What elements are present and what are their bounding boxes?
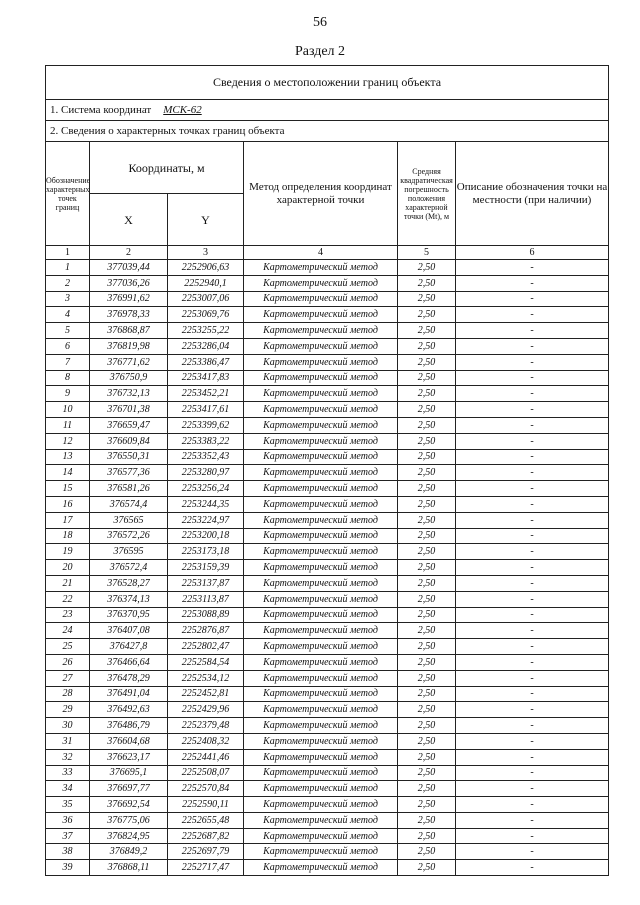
point-number-cell: 16 <box>46 496 90 512</box>
method-cell: Картометрический метод <box>244 496 398 512</box>
y-coordinate-cell: 2252802,47 <box>168 639 244 655</box>
error-cell: 2,50 <box>398 844 456 860</box>
column-number: 4 <box>244 246 398 260</box>
error-cell: 2,50 <box>398 765 456 781</box>
x-coordinate-cell: 376370,95 <box>90 607 168 623</box>
point-number-cell: 27 <box>46 670 90 686</box>
coord-system-label: 1. Система координат <box>50 103 152 116</box>
header-coordinates: Координаты, м <box>90 142 244 194</box>
description-cell: - <box>456 765 609 781</box>
point-number-cell: 38 <box>46 844 90 860</box>
x-coordinate-cell: 376595 <box>90 544 168 560</box>
point-number-cell: 23 <box>46 607 90 623</box>
header-method: Метод определения координат характерной точки <box>244 142 398 246</box>
x-coordinate-cell: 376868,87 <box>90 323 168 339</box>
error-cell: 2,50 <box>398 797 456 813</box>
table-row <box>46 749 609 765</box>
error-cell: 2,50 <box>398 702 456 718</box>
point-number-cell: 9 <box>46 386 90 402</box>
description-cell: - <box>456 544 609 560</box>
coord-system-value: МСК-62 <box>163 103 202 116</box>
method-cell: Картометрический метод <box>244 560 398 576</box>
point-number-cell: 12 <box>46 433 90 449</box>
description-cell: - <box>456 623 609 639</box>
method-cell: Картометрический метод <box>244 386 398 402</box>
description-cell: - <box>456 654 609 670</box>
x-coordinate-cell: 376491,04 <box>90 686 168 702</box>
table-row <box>46 828 609 844</box>
description-cell: - <box>456 338 609 354</box>
point-number-cell: 11 <box>46 417 90 433</box>
method-cell: Картометрический метод <box>244 797 398 813</box>
method-cell: Картометрический метод <box>244 307 398 323</box>
table-row <box>46 386 609 402</box>
y-coordinate-cell: 2252906,63 <box>168 260 244 276</box>
point-number-cell: 32 <box>46 749 90 765</box>
y-coordinate-cell: 2252508,07 <box>168 765 244 781</box>
column-number: 1 <box>46 246 90 260</box>
point-number-cell: 28 <box>46 686 90 702</box>
error-cell: 2,50 <box>398 733 456 749</box>
x-coordinate-cell: 376565 <box>90 512 168 528</box>
table-row <box>46 654 609 670</box>
x-coordinate-cell: 376581,26 <box>90 481 168 497</box>
point-number-cell: 20 <box>46 560 90 576</box>
error-cell: 2,50 <box>398 749 456 765</box>
error-cell: 2,50 <box>398 686 456 702</box>
description-cell: - <box>456 733 609 749</box>
table-row <box>46 481 609 497</box>
description-cell: - <box>456 702 609 718</box>
method-cell: Картометрический метод <box>244 449 398 465</box>
table-row <box>46 449 609 465</box>
y-coordinate-cell: 2253417,61 <box>168 402 244 418</box>
y-coordinate-cell: 2253280,97 <box>168 465 244 481</box>
y-coordinate-cell: 2253224,97 <box>168 512 244 528</box>
point-number-cell: 17 <box>46 512 90 528</box>
description-cell: - <box>456 307 609 323</box>
x-coordinate-cell: 376771,62 <box>90 354 168 370</box>
point-number-cell: 13 <box>46 449 90 465</box>
y-coordinate-cell: 2253256,24 <box>168 481 244 497</box>
error-cell: 2,50 <box>398 291 456 307</box>
y-coordinate-cell: 2252534,12 <box>168 670 244 686</box>
description-cell: - <box>456 686 609 702</box>
boundary-table-frame <box>45 65 608 876</box>
method-cell: Картометрический метод <box>244 512 398 528</box>
table-row <box>46 623 609 639</box>
y-coordinate-cell: 2252940,1 <box>168 275 244 291</box>
description-cell: - <box>456 402 609 418</box>
table-row <box>46 323 609 339</box>
error-cell: 2,50 <box>398 528 456 544</box>
table-row <box>46 512 609 528</box>
point-number-cell: 19 <box>46 544 90 560</box>
y-coordinate-cell: 2253452,21 <box>168 386 244 402</box>
x-coordinate-cell: 376492,63 <box>90 702 168 718</box>
x-coordinate-cell: 376991,62 <box>90 291 168 307</box>
method-cell: Картометрический метод <box>244 749 398 765</box>
y-coordinate-cell: 2253417,83 <box>168 370 244 386</box>
y-coordinate-cell: 2253386,47 <box>168 354 244 370</box>
description-cell: - <box>456 797 609 813</box>
point-number-cell: 31 <box>46 733 90 749</box>
description-cell: - <box>456 354 609 370</box>
x-coordinate-cell: 376659,47 <box>90 417 168 433</box>
description-cell: - <box>456 496 609 512</box>
x-coordinate-cell: 376466,64 <box>90 654 168 670</box>
column-number: 2 <box>90 246 168 260</box>
x-coordinate-cell: 376692,54 <box>90 797 168 813</box>
method-cell: Картометрический метод <box>244 291 398 307</box>
table-row <box>46 702 609 718</box>
x-coordinate-cell: 376609,84 <box>90 433 168 449</box>
x-coordinate-cell: 376695,1 <box>90 765 168 781</box>
point-number-cell: 14 <box>46 465 90 481</box>
x-coordinate-cell: 377039,44 <box>90 260 168 276</box>
method-cell: Картометрический метод <box>244 765 398 781</box>
y-coordinate-cell: 2253113,87 <box>168 591 244 607</box>
y-coordinate-cell: 2253200,18 <box>168 528 244 544</box>
x-coordinate-cell: 376978,33 <box>90 307 168 323</box>
y-coordinate-cell: 2252584,54 <box>168 654 244 670</box>
error-cell: 2,50 <box>398 386 456 402</box>
method-cell: Картометрический метод <box>244 591 398 607</box>
y-coordinate-cell: 2253173,18 <box>168 544 244 560</box>
y-coordinate-cell: 2253399,62 <box>168 417 244 433</box>
table-row <box>46 844 609 860</box>
description-cell: - <box>456 512 609 528</box>
description-cell: - <box>456 828 609 844</box>
x-coordinate-cell: 376732,13 <box>90 386 168 402</box>
error-cell: 2,50 <box>398 828 456 844</box>
table-row <box>46 402 609 418</box>
method-cell: Картометрический метод <box>244 481 398 497</box>
y-coordinate-cell: 2253007,06 <box>168 291 244 307</box>
column-number: 3 <box>168 246 244 260</box>
method-cell: Картометрический метод <box>244 654 398 670</box>
x-coordinate-cell: 376775,06 <box>90 812 168 828</box>
description-cell: - <box>456 607 609 623</box>
error-cell: 2,50 <box>398 575 456 591</box>
y-coordinate-cell: 2253159,39 <box>168 560 244 576</box>
table-row <box>46 260 609 276</box>
description-cell: - <box>456 749 609 765</box>
x-coordinate-cell: 376478,29 <box>90 670 168 686</box>
point-number-cell: 26 <box>46 654 90 670</box>
y-coordinate-cell: 2253286,04 <box>168 338 244 354</box>
x-coordinate-cell: 376604,68 <box>90 733 168 749</box>
method-cell: Картометрический метод <box>244 781 398 797</box>
y-coordinate-cell: 2253255,22 <box>168 323 244 339</box>
points-label: 2. Сведения о характерных точках границ объекта <box>46 121 609 142</box>
column-number: 6 <box>456 246 609 260</box>
x-coordinate-cell: 376701,38 <box>90 402 168 418</box>
description-cell: - <box>456 528 609 544</box>
table-row <box>46 591 609 607</box>
error-cell: 2,50 <box>398 781 456 797</box>
header-error: Средняя квадратическая погрешность положения характерной точки (Mt), м <box>398 142 456 246</box>
description-cell: - <box>456 386 609 402</box>
y-coordinate-cell: 2253383,22 <box>168 433 244 449</box>
table-row <box>46 417 609 433</box>
y-coordinate-cell: 2252408,32 <box>168 733 244 749</box>
description-cell: - <box>456 812 609 828</box>
error-cell: 2,50 <box>398 370 456 386</box>
method-cell: Картометрический метод <box>244 860 398 876</box>
point-number-cell: 39 <box>46 860 90 876</box>
y-coordinate-cell: 2252876,87 <box>168 623 244 639</box>
description-cell: - <box>456 260 609 276</box>
table-row <box>46 607 609 623</box>
table-row <box>46 433 609 449</box>
description-cell: - <box>456 370 609 386</box>
table-row <box>46 797 609 813</box>
error-cell: 2,50 <box>398 354 456 370</box>
error-cell: 2,50 <box>398 433 456 449</box>
table-row <box>46 465 609 481</box>
method-cell: Картометрический метод <box>244 607 398 623</box>
x-coordinate-cell: 376819,98 <box>90 338 168 354</box>
table-row <box>46 686 609 702</box>
y-coordinate-cell: 2253088,89 <box>168 607 244 623</box>
table-row <box>46 560 609 576</box>
error-cell: 2,50 <box>398 307 456 323</box>
method-cell: Картометрический метод <box>244 402 398 418</box>
x-coordinate-cell: 376623,17 <box>90 749 168 765</box>
y-coordinate-cell: 2252717,47 <box>168 860 244 876</box>
error-cell: 2,50 <box>398 481 456 497</box>
column-number: 5 <box>398 246 456 260</box>
table-row <box>46 639 609 655</box>
method-cell: Картометрический метод <box>244 433 398 449</box>
point-number-cell: 33 <box>46 765 90 781</box>
section-heading: Раздел 2 <box>294 44 346 59</box>
method-cell: Картометрический метод <box>244 370 398 386</box>
point-number-cell: 10 <box>46 402 90 418</box>
x-coordinate-cell: 376824,95 <box>90 828 168 844</box>
y-coordinate-cell: 2253352,43 <box>168 449 244 465</box>
method-cell: Картометрический метод <box>244 623 398 639</box>
x-coordinate-cell: 376577,36 <box>90 465 168 481</box>
error-cell: 2,50 <box>398 812 456 828</box>
error-cell: 2,50 <box>398 275 456 291</box>
point-number-cell: 29 <box>46 702 90 718</box>
x-coordinate-cell: 376528,27 <box>90 575 168 591</box>
method-cell: Картометрический метод <box>244 544 398 560</box>
description-cell: - <box>456 291 609 307</box>
method-cell: Картометрический метод <box>244 670 398 686</box>
table-row <box>46 765 609 781</box>
y-coordinate-cell: 2252379,48 <box>168 718 244 734</box>
y-coordinate-cell: 2252655,48 <box>168 812 244 828</box>
x-coordinate-cell: 376697,77 <box>90 781 168 797</box>
error-cell: 2,50 <box>398 860 456 876</box>
table-row <box>46 733 609 749</box>
table-row <box>46 781 609 797</box>
x-coordinate-cell: 376550,31 <box>90 449 168 465</box>
point-number-cell: 35 <box>46 797 90 813</box>
point-number-cell: 36 <box>46 812 90 828</box>
y-coordinate-cell: 2253244,35 <box>168 496 244 512</box>
error-cell: 2,50 <box>398 417 456 433</box>
header-description: Описание обозначения точки на местности (при наличии) <box>456 142 609 246</box>
table-row <box>46 370 609 386</box>
error-cell: 2,50 <box>398 544 456 560</box>
point-number-cell: 5 <box>46 323 90 339</box>
description-cell: - <box>456 465 609 481</box>
point-number-cell: 3 <box>46 291 90 307</box>
description-cell: - <box>456 639 609 655</box>
y-coordinate-cell: 2252452,81 <box>168 686 244 702</box>
table-row <box>46 496 609 512</box>
y-coordinate-cell: 2252697,79 <box>168 844 244 860</box>
error-cell: 2,50 <box>398 465 456 481</box>
table-row <box>46 718 609 734</box>
method-cell: Картометрический метод <box>244 465 398 481</box>
header-y: Y <box>168 194 244 246</box>
x-coordinate-cell: 376427,8 <box>90 639 168 655</box>
point-number-cell: 6 <box>46 338 90 354</box>
y-coordinate-cell: 2252441,46 <box>168 749 244 765</box>
point-number-cell: 30 <box>46 718 90 734</box>
error-cell: 2,50 <box>398 402 456 418</box>
error-cell: 2,50 <box>398 449 456 465</box>
description-cell: - <box>456 417 609 433</box>
method-cell: Картометрический метод <box>244 828 398 844</box>
error-cell: 2,50 <box>398 591 456 607</box>
y-coordinate-cell: 2253137,87 <box>168 575 244 591</box>
description-cell: - <box>456 670 609 686</box>
method-cell: Картометрический метод <box>244 260 398 276</box>
description-cell: - <box>456 591 609 607</box>
error-cell: 2,50 <box>398 496 456 512</box>
y-coordinate-cell: 2252590,11 <box>168 797 244 813</box>
description-cell: - <box>456 433 609 449</box>
point-number-cell: 22 <box>46 591 90 607</box>
header-x: X <box>90 194 168 246</box>
table-row <box>46 670 609 686</box>
table-row <box>46 575 609 591</box>
x-coordinate-cell: 376486,79 <box>90 718 168 734</box>
method-cell: Картометрический метод <box>244 323 398 339</box>
table-row <box>46 307 609 323</box>
description-cell: - <box>456 275 609 291</box>
table-title: Сведения о местоположении границ объекта <box>46 66 609 100</box>
description-cell: - <box>456 860 609 876</box>
description-cell: - <box>456 718 609 734</box>
method-cell: Картометрический метод <box>244 354 398 370</box>
point-number-cell: 15 <box>46 481 90 497</box>
table-row <box>46 812 609 828</box>
table-row <box>46 338 609 354</box>
x-coordinate-cell: 376374,13 <box>90 591 168 607</box>
page-number: 56 <box>313 15 327 30</box>
point-number-cell: 7 <box>46 354 90 370</box>
y-coordinate-cell: 2252687,82 <box>168 828 244 844</box>
point-number-cell: 8 <box>46 370 90 386</box>
description-cell: - <box>456 481 609 497</box>
method-cell: Картометрический метод <box>244 417 398 433</box>
error-cell: 2,50 <box>398 718 456 734</box>
y-coordinate-cell: 2253069,76 <box>168 307 244 323</box>
y-coordinate-cell: 2252570,84 <box>168 781 244 797</box>
point-number-cell: 18 <box>46 528 90 544</box>
y-coordinate-cell: 2252429,96 <box>168 702 244 718</box>
error-cell: 2,50 <box>398 654 456 670</box>
method-cell: Картометрический метод <box>244 702 398 718</box>
error-cell: 2,50 <box>398 639 456 655</box>
description-cell: - <box>456 575 609 591</box>
coord-system-row <box>46 100 609 121</box>
x-coordinate-cell: 376572,26 <box>90 528 168 544</box>
error-cell: 2,50 <box>398 512 456 528</box>
method-cell: Картометрический метод <box>244 528 398 544</box>
point-number-cell: 1 <box>46 260 90 276</box>
error-cell: 2,50 <box>398 623 456 639</box>
x-coordinate-cell: 376868,11 <box>90 860 168 876</box>
method-cell: Картометрический метод <box>244 718 398 734</box>
table-row <box>46 354 609 370</box>
description-cell: - <box>456 844 609 860</box>
point-number-cell: 2 <box>46 275 90 291</box>
error-cell: 2,50 <box>398 323 456 339</box>
method-cell: Картометрический метод <box>244 844 398 860</box>
point-number-cell: 21 <box>46 575 90 591</box>
point-number-cell: 25 <box>46 639 90 655</box>
method-cell: Картометрический метод <box>244 686 398 702</box>
x-coordinate-cell: 376750,9 <box>90 370 168 386</box>
method-cell: Картометрический метод <box>244 575 398 591</box>
method-cell: Картометрический метод <box>244 338 398 354</box>
method-cell: Картометрический метод <box>244 733 398 749</box>
description-cell: - <box>456 449 609 465</box>
description-cell: - <box>456 560 609 576</box>
boundary-table <box>45 65 609 876</box>
x-coordinate-cell: 376407,08 <box>90 623 168 639</box>
error-cell: 2,50 <box>398 560 456 576</box>
point-number-cell: 37 <box>46 828 90 844</box>
x-coordinate-cell: 376574,4 <box>90 496 168 512</box>
x-coordinate-cell: 376572,4 <box>90 560 168 576</box>
error-cell: 2,50 <box>398 260 456 276</box>
method-cell: Картометрический метод <box>244 639 398 655</box>
table-row <box>46 528 609 544</box>
x-coordinate-cell: 377036,26 <box>90 275 168 291</box>
point-number-cell: 34 <box>46 781 90 797</box>
error-cell: 2,50 <box>398 670 456 686</box>
error-cell: 2,50 <box>398 607 456 623</box>
x-coordinate-cell: 376849,2 <box>90 844 168 860</box>
method-cell: Картометрический метод <box>244 275 398 291</box>
table-row <box>46 291 609 307</box>
table-row <box>46 860 609 876</box>
table-row <box>46 275 609 291</box>
header-point-designation: Обозначение характерных точек границ <box>46 142 90 246</box>
description-cell: - <box>456 781 609 797</box>
error-cell: 2,50 <box>398 338 456 354</box>
point-number-cell: 24 <box>46 623 90 639</box>
table-row <box>46 544 609 560</box>
method-cell: Картометрический метод <box>244 812 398 828</box>
point-number-cell: 4 <box>46 307 90 323</box>
description-cell: - <box>456 323 609 339</box>
